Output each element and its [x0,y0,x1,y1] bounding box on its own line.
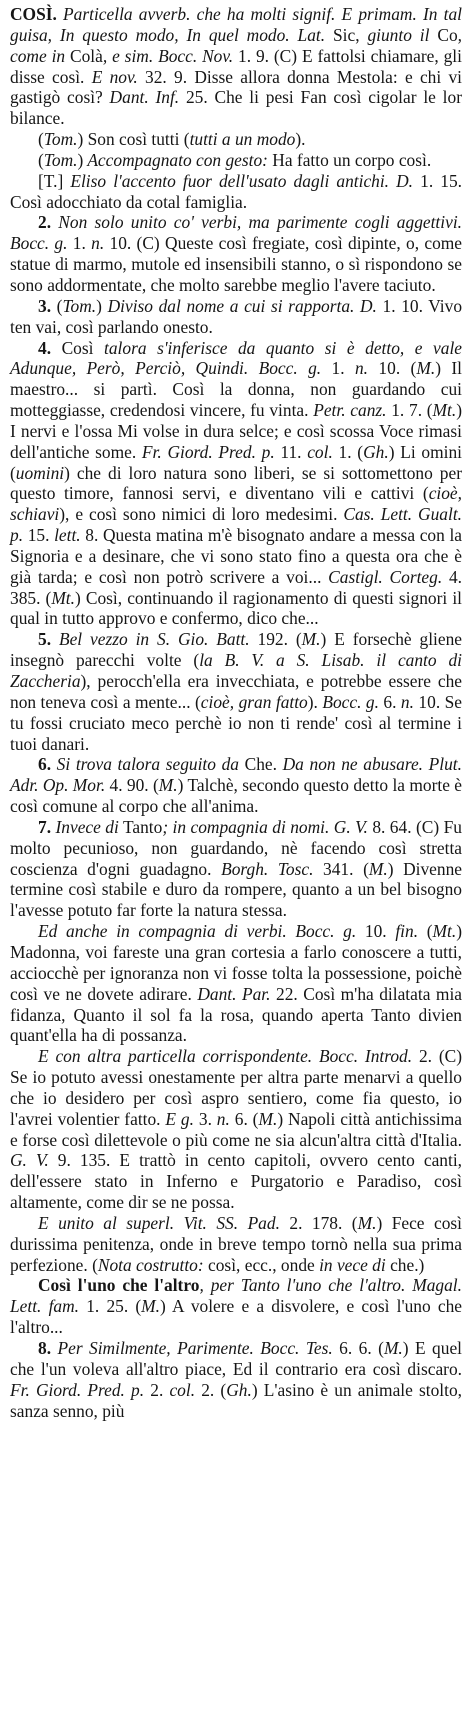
body-text: 10. Se tu fossi cruciato meco perchè io non ti rende' così al termine i tuoi danari. [10,691,463,754]
body-text: ( [38,149,44,170]
body-text: ) A volere e a disvolere, e così l'uno che l'altro... [10,1296,463,1338]
italic-text: Accompagnato con gesto: [83,149,268,170]
body-text: Sic, [325,24,360,45]
body-text: 2. (C) Se io potuto avessi onestamente per altra parte menarvi a quello che io desidero per così aspro sentiero, come fia questo, io l'avrei volentier fatto. [10,1046,463,1129]
italic-text: M. [301,629,321,650]
body-text: Ha fatto un corpo così. [267,149,432,170]
italic-text: Castigl. Corteg. [321,566,443,587]
body-text: ) L'asino è un animale stolto, sanza senno, più [10,1379,463,1421]
body-text: 1. 15. Così adocchiato da cotal famiglia. [10,170,462,212]
dictionary-paragraph [10,171,462,213]
italic-text: Fr. Giord. Pred. p. [136,441,275,462]
body-text: ( [418,921,433,942]
italic-text: Mt. [51,587,75,608]
body-text: ) Napoli città antichissima e forse così dilettevole o più come ne sia alcun'altra città d'Italia. [10,1108,462,1150]
italic-text: E nov. [84,66,138,87]
italic-text: Per Similmente, Parimente. Bocc. Tes. [51,1338,333,1358]
italic-text: Mt. [432,400,457,421]
italic-text: Petr. canz. [308,400,387,421]
entry-heading: 2. [38,212,52,233]
body-text: 1. 25. ( [79,1296,142,1317]
italic-text: M. [357,1212,377,1233]
body-text: 15. [23,525,50,546]
body-text: ) I nervi e l'ossa Mi volse in dura selce; e così scossa Voce rimasi dell'antiche some. [10,400,463,462]
body-text: ) Il maestro... si partì. Così la donna, non guardando cui motteggiasse, credendosi vincere, fu vinta. [10,358,463,421]
italic-text: Tom. [43,149,78,170]
italic-text: E g. [160,1108,194,1129]
italic-text: la B. V. a S. Lisab. il canto di Zaccheria [10,650,462,691]
italic-text: M. [158,775,178,796]
body-text: 1. 10. Vivo ten vai, così parlando onesto. [10,295,463,337]
body-text: 1. [321,358,345,379]
italic-text: talora s'inferisce da quanto si è detto, e vale Adunque, Però, Perciò, Quindi. Bocc. g. [10,337,462,379]
entry-heading: 4. [38,337,52,358]
body-text: Co [429,24,458,45]
entry-heading: 3. [38,295,52,316]
body-text: 2. [144,1379,164,1400]
body-text: 341. ( [313,858,369,879]
italic-text: n. [85,233,105,254]
body-text: 2. ( [195,1379,227,1400]
italic-text: Bel vezzo in S. Gio. Batt. [51,629,250,650]
body-text: Tanto [118,816,163,837]
body-text: ) E quel che l'un voleva all'altro piace, Ed il contrario era così discaro. [10,1338,463,1379]
body-text: 2. 178. ( [279,1212,358,1233]
dictionary-paragraph [10,150,462,171]
body-text: 1. ( [332,441,364,462]
body-text: 8. 64. (C) Fu molto pecunioso, non guardando, nè facendo così stretta coscienza d'ogni guadagno. [10,816,462,879]
italic-text: Da non ne abusare. Plut. Adr. Op. Mor. [10,754,462,796]
italic-text: Si trova talora seguito da [51,754,239,775]
italic-text: , come in [10,24,462,66]
entry-heading: 8. [38,1338,52,1358]
body-text: 1. [67,233,86,254]
body-text: ) che di loro natura sono liberi, se si sottomettono per questo timore, fannosi servi, e diventano vili e cattivi ( [10,462,462,504]
italic-text: M. [383,1338,403,1358]
dictionary-paragraph [10,338,462,630]
italic-text: Borgh. Tosc. [211,858,314,879]
italic-text: tutti a un modo [189,129,296,150]
body-text: 10. ( [368,358,417,379]
italic-text: Tom. [62,295,97,316]
italic-text: Gh. [226,1379,252,1400]
body-text: così, ecc., onde [203,1254,315,1275]
italic-text: uomini [15,462,65,483]
body-text: [T.] [38,170,64,191]
italic-text: in vece di [314,1254,386,1275]
body-text: Così [51,337,94,358]
body-text: Che. [238,754,277,775]
italic-text: Cas. Lett. Gualt. p. [10,504,462,546]
dictionary-paragraph [10,4,462,129]
italic-text: Gh. [363,441,389,462]
entry-heading: 6. [38,754,52,775]
dictionary-paragraph [10,754,462,817]
body-text: ) Li omini ( [10,441,462,483]
italic-text: n. [396,691,414,712]
dictionary-paragraph [10,817,462,921]
italic-text: Fr. Giord. Pred. p. [10,1379,145,1400]
dictionary-paragraph [10,1213,462,1276]
body-text: Colà [65,45,103,66]
italic-text: G. V. [10,1150,49,1171]
body-text: 6. [378,691,397,712]
body-text: ) Son così tutti ( [77,129,190,150]
body-text: ) [96,295,102,316]
italic-text: Bocc. g. [317,691,379,712]
body-text: 32. 9. Disse allora donna Mestola: e chi vi gastigò così? [10,66,463,108]
italic-text: Invece di [51,816,119,837]
italic-text: Ed anche in compagnia di verbi. Bocc. g. [38,921,357,942]
body-text: ) Divenne termine così stabile e duro da rompere, quanto a un bel bisogno l'avesse potuto far forte la natura stessa. [10,858,463,921]
body-text: 1. 7. ( [386,400,433,421]
italic-text: col. [301,441,333,462]
body-text: ). [295,129,306,150]
dictionary-paragraph [10,921,462,1046]
entry-heading: 7. [38,816,52,837]
dictionary-paragraph [10,212,462,295]
italic-text: Diviso dal nome a cui si rapporta. D. [101,295,377,316]
entry-heading: Così l'uno che l'altro [38,1275,200,1296]
body-text: 192. ( [249,629,302,650]
italic-text: col. [163,1379,196,1400]
italic-text: cioè, schiavi [10,483,462,525]
entry-heading: COSÌ. [10,4,57,24]
body-text: 11. [274,441,302,462]
body-text: 3. [193,1108,212,1129]
body-text: 8. Questa matina m'è bisognato andare a messa con la Signoria e a desinare, che vi sono stato fino a questa ora che è già tarda; e così non potrò scrivere a voi... [10,525,462,587]
dictionary-paragraph [10,296,462,338]
entry-heading: 5. [38,629,52,650]
dictionary-paragraph [10,1275,462,1338]
italic-text: Non solo unito co' verbi, ma parimente cogli aggettivi. Bocc. g. [10,212,462,254]
body-text: 10. (C) Queste così fregiate, così dipinte, o, come statue di marmo, mutole ed insensibili stanno, o sì rispondono se sono addormentate, che molto sarebbe meglio l'avere taciuto. [10,233,463,295]
body-text: 25. Che li pesi Fan così cigolar le lor bilance. [10,87,462,129]
italic-text: Tom. [43,129,78,150]
italic-text: Particella avverb. che ha molti signif. E primam. In tal guisa, In questo modo, In quel modo. Lat. [10,4,462,45]
italic-text: , per Tanto l'uno che l'altro. Magal. Lett. fam. [10,1275,462,1317]
body-text: ( [38,129,44,150]
italic-text: E unito al superl. Vit. SS. Pad. [38,1212,280,1233]
dictionary-paragraph [10,129,462,150]
body-text: ) E forsechè gliene insegnò parecchi volte ( [10,629,462,671]
italic-text: E con altra particella corrispondente. Bocc. Introd. [38,1046,413,1067]
body-text: ) Fece così durissima penitenza, onde in breve tempo tornò nella sua prima perfezione. ( [10,1212,462,1275]
italic-text: cioè, gran fatto [200,691,308,712]
body-text: 6. 6. ( [332,1338,384,1358]
italic-text: Eliso l'accento fuor dell'usato dagli antichi. D. [63,170,414,191]
italic-text: M. [258,1108,278,1129]
italic-text: Mt. [432,921,457,942]
body-text: 9. 135. E trattò in cento capitoli, ovvero cento canti, dell'essere stato in Inferno e Purgatorio e Paradiso, così altamente, come dir se ne possa. [10,1150,463,1213]
italic-text: M. [368,858,388,879]
body-text: ) Talchè, secondo questo detto la morte è così comune al corpo che all'anima. [10,775,462,817]
body-text: ). [307,691,318,712]
italic-text: lett. [49,525,81,546]
body-text: ) [77,149,84,170]
italic-text: M. [416,358,436,379]
body-text: che.) [385,1254,425,1275]
italic-text: n. [211,1108,230,1129]
body-text: ) Così, continuando il ragionamento di questi signori il qual in tutto approvo e confermo, dico che... [10,587,462,629]
dictionary-paragraph [10,1046,462,1213]
body-text: 4. 385. ( [10,566,463,608]
body-text: ), e così sono nimici di loro medesimi. [59,504,338,525]
body-text: 1. 9. (C) E fattolsi chiamare, gli disse così. [10,45,462,87]
italic-text: Dant. Par. [191,983,271,1004]
body-text: ) Madonna, voi fareste una gran cortesia a farlo conoscere a tutti, acciocchè per ignoranza non vi fosse tolta la possessione, poichè così ve ne dovete adirare. [10,921,463,1004]
italic-text: Nota costrutto: [97,1254,204,1275]
italic-text: n. [344,358,369,379]
italic-text: M. [141,1296,161,1317]
italic-text: , e sim. Bocc. Nov. [102,45,234,66]
italic-text: ; in compagnia di nomi. G. V. [162,816,368,837]
italic-text: giunto il [359,24,430,45]
dictionary-paragraph [10,629,462,754]
body-text: 10. [356,921,387,942]
body-text: 6. ( [229,1108,259,1129]
body-text: 22. Così m'ha dilatata mia fidanza, Quanto il sol fa la rosa, quando aperta Tanto divien quant'ella ha di possanza. [10,983,462,1046]
dictionary-paragraph [10,1338,462,1421]
body-text: ( [51,295,63,316]
italic-text: fin. [386,921,419,942]
body-text: ), perocch'ella era invecchiata, e potrebbe essere che non teneva così a mente... ( [10,671,462,712]
body-text: 4. 90. ( [105,775,159,796]
italic-text: Dant. Inf. [102,87,180,108]
